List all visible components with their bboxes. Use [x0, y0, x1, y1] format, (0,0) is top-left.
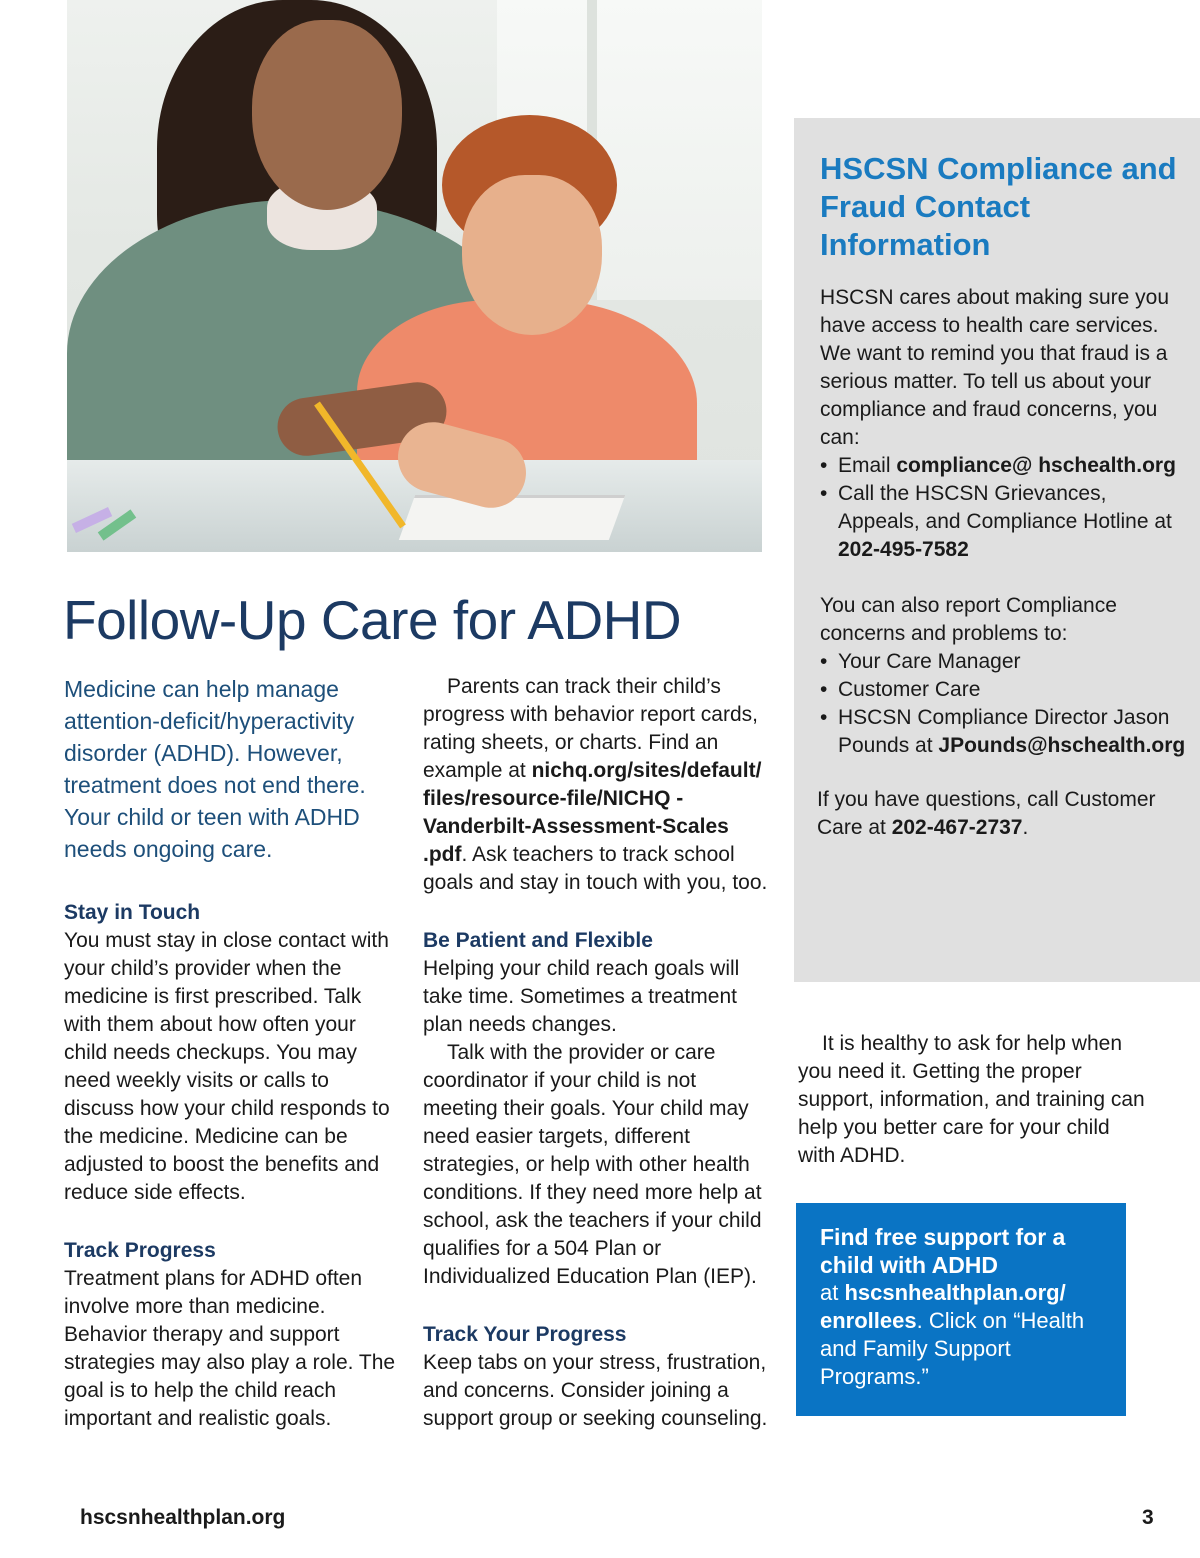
heading-be-patient: Be Patient and Flexible	[423, 929, 653, 952]
report-to-list	[820, 648, 1190, 760]
period: .	[1022, 816, 1029, 839]
woman-face	[252, 20, 402, 210]
questions-paragraph	[817, 786, 1190, 842]
be-patient-body-1: Helping your child reach goals will take time. Sometimes a treatment plan needs changes.	[423, 957, 740, 1036]
be-patient-body-2: Talk with the provider or care coordinator if your child is not meeting their goals. Your child may need easier targets, different strategies, or help with other health conditions. If they need more help at school, ask the teachers if your child qualifies for a 504 Plan or Individualized Education Plan (IEP).	[423, 1041, 762, 1288]
compliance-info-box	[794, 118, 1200, 982]
customer-care-phone-link[interactable]: 202-467-2737	[891, 816, 1023, 839]
support-heading: Find free support for a child with ADHD	[820, 1224, 1066, 1278]
bullet-icon: •	[820, 706, 828, 729]
compliance-contact-list	[820, 452, 1190, 564]
stay-in-touch-body: You must stay in close contact with your child’s provider when the medicine is first prescribed. Talk with them about how often your child needs checkups. You may need weekly visits or calls to discuss how your child responds to the medicine. Medicine can be adjusted to boost the benefits and reduce side effects.	[64, 929, 390, 1204]
hotline-phone-link[interactable]: 202-495-7582	[838, 538, 969, 561]
article-lede: Medicine can help manage attention-deficit/hyperactivity disorder (ADHD). However, treatment does not end there. Your child or teen with ADHD needs ongoing care.	[64, 676, 366, 862]
jpounds-email-link[interactable]: JPounds@hschealth.org	[938, 734, 1186, 757]
list-item	[820, 648, 1190, 676]
compliance-title: HSCSN Compliance and Fraud Contact Information	[820, 151, 1177, 262]
parents-track-paragraph	[423, 673, 773, 897]
article-column-3	[798, 1030, 1148, 1170]
article-title: Follow-Up Care for ADHD	[63, 589, 682, 651]
compliance-email-link[interactable]: compliance@ hschealth.org	[896, 454, 1176, 477]
support-callout-box	[796, 1203, 1126, 1416]
report-compliance-director: HSCSN Compliance Director Jason Pounds at	[838, 706, 1170, 757]
email-prefix: Email	[838, 454, 897, 477]
parents-track-text: Parents can track their child’s progress with behavior report cards, rating sheets, or charts. Find an example at	[423, 675, 758, 782]
track-progress-body: Treatment plans for ADHD often involve more than medicine. Behavior therapy and support strategies may also play a role. The goal is to help the child reach important and realistic goals.	[64, 1267, 396, 1430]
compliance-intro: HSCSN cares about making sure you have access to health care services. We want to remind you that fraud is a serious matter. To tell us about your compliance and fraud concerns, you can:	[820, 286, 1169, 449]
heading-track-your-progress: Track Your Progress	[423, 1323, 627, 1346]
mother-helping-child-photo	[67, 0, 762, 552]
call-text: Call the HSCSN Grievances, Appeals, and Compliance Hotline at	[838, 482, 1172, 533]
article-column-1	[64, 673, 404, 1433]
footer-url[interactable]: hscsnhealthplan.org	[80, 1506, 286, 1529]
list-item	[820, 676, 1190, 704]
list-item	[820, 480, 1190, 564]
bullet-icon: •	[820, 454, 828, 477]
boy-face	[462, 175, 602, 335]
report-care-manager: Your Care Manager	[838, 650, 1021, 673]
healthy-to-ask-paragraph: It is healthy to ask for help when you need it. Getting the proper support, information, and training can help you better care for your child with ADHD.	[798, 1032, 1145, 1167]
notebook	[399, 495, 625, 540]
bullet-icon: •	[820, 482, 828, 505]
list-item	[820, 452, 1190, 480]
enrollees-link[interactable]: hscsnhealthplan.org/ enrollees	[820, 1280, 1066, 1333]
article-column-2	[423, 673, 773, 1433]
bullet-icon: •	[820, 678, 828, 701]
support-after: . Click on “Health and Family Support Programs.”	[820, 1308, 1085, 1389]
report-customer-care: Customer Care	[838, 678, 981, 701]
support-body	[820, 1279, 1120, 1391]
list-item	[820, 704, 1190, 760]
page-number: 3	[1142, 1506, 1154, 1529]
support-at: at	[820, 1280, 845, 1305]
questions-text: If you have questions, call Customer Care at	[817, 788, 1156, 839]
parents-track-text-after: . Ask teachers to track school goals and stay in touch with you, too.	[423, 843, 768, 894]
bullet-icon: •	[820, 650, 828, 673]
heading-track-progress: Track Progress	[64, 1239, 216, 1262]
heading-stay-in-touch: Stay in Touch	[64, 901, 201, 924]
nichq-link[interactable]: nichq.org/sites/default/ files/resource-file/NICHQ -Vanderbilt-Assessment-Scales .pdf	[423, 759, 762, 866]
track-your-progress-body: Keep tabs on your stress, frustration, and concerns. Consider joining a support group or seeking counseling.	[423, 1351, 768, 1430]
also-report-text: You can also report Compliance concerns and problems to:	[820, 594, 1117, 645]
